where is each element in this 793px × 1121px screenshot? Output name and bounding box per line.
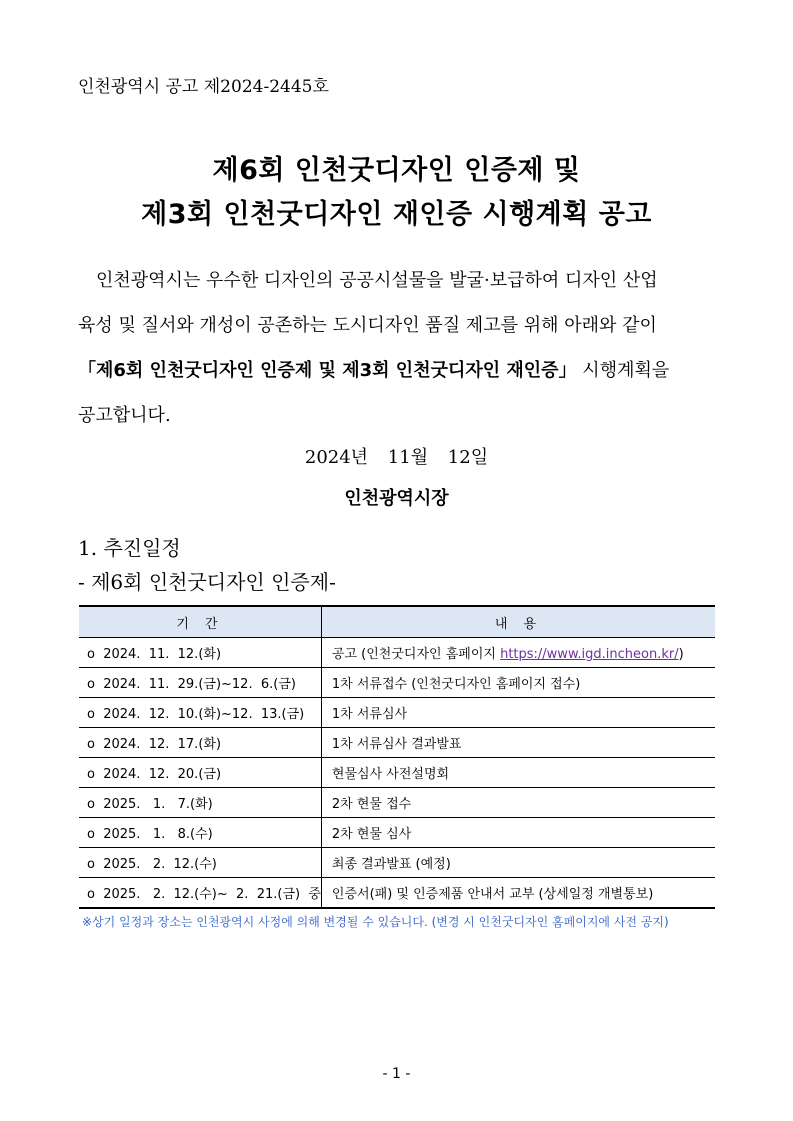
table-row xyxy=(79,818,715,848)
cell-period: o 2025. 2. 12.(수)~ 2. 21.(금) 중 xyxy=(79,878,321,909)
cell-content xyxy=(321,788,715,818)
cell-period: o 2025. 1. 7.(화) xyxy=(79,788,321,818)
cell-content-text: 1차 서류심사 결과발표 xyxy=(331,737,462,752)
cell-content-text: 공고 (인천굿디자인 홈페이지 xyxy=(331,647,501,662)
cell-content xyxy=(321,848,715,878)
cell-content-text: 최종 결과발표 (예정) xyxy=(331,857,451,872)
cell-content xyxy=(321,638,715,668)
table-row xyxy=(79,788,715,818)
page-number: - 1 - xyxy=(382,1066,411,1082)
section-subtitle: - 제6회 인천굿디자인 인증제- xyxy=(78,570,336,594)
table-row xyxy=(79,848,715,878)
schedule-table xyxy=(79,605,715,909)
cell-content-text: 1차 서류접수 (인천굿디자인 홈페이지 접수) xyxy=(331,677,581,692)
body-line-1: 인천광역시는 우수한 디자인의 공공시설물을 발굴·보급하여 디자인 산업 xyxy=(96,270,658,291)
cell-period: o 2025. 1. 8.(수) xyxy=(79,818,321,848)
cell-content-text: 인증서(패) 및 인증제품 안내서 교부 (상세일정 개별통보) xyxy=(331,887,654,902)
header-content: 내 용 xyxy=(321,606,715,638)
cell-content-text: 2차 현물 심사 xyxy=(331,827,412,842)
cell-content-text: 현물심사 사전설명회 xyxy=(331,767,450,782)
table-row xyxy=(79,638,715,668)
cell-period: o 2024. 11. 29.(금)~12. 6.(금) xyxy=(79,668,321,698)
cell-content xyxy=(321,698,715,728)
cell-content xyxy=(321,728,715,758)
cell-content-text: 2차 현물 접수 xyxy=(331,797,412,812)
cell-period: o 2025. 2. 12.(수) xyxy=(79,848,321,878)
homepage-link[interactable]: https://www.igd.incheon.kr/ xyxy=(500,647,679,662)
cell-period: o 2024. 12. 20.(금) xyxy=(79,758,321,788)
body-line-3 xyxy=(78,348,718,393)
header-period: 기 간 xyxy=(79,606,321,638)
body-line-3-bold: 「제6회 인천굿디자인 인증제 및 제3회 인천굿디자인 재인증」 xyxy=(78,360,577,381)
section-title: 1. 추진일정 xyxy=(78,536,181,560)
table-row xyxy=(79,758,715,788)
footnote: ※상기 일정과 장소는 인천광역시 사정에 의해 변경될 수 있습니다. (변경 시 인천굿디자인 홈페이지에 사전 공지) xyxy=(82,915,669,929)
table-row xyxy=(79,698,715,728)
page-title-line2: 제3회 인천굿디자인 재인증 시행계획 공고 xyxy=(141,199,652,230)
notice-number: 인천광역시 공고 제2024-2445호 xyxy=(78,77,329,97)
cell-period: o 2024. 12. 17.(화) xyxy=(79,728,321,758)
table-header-row xyxy=(79,606,715,638)
table-row xyxy=(79,878,715,909)
issuer: 인천광역시장 xyxy=(344,488,449,509)
cell-content-text: 1차 서류심사 xyxy=(331,707,408,722)
cell-content xyxy=(321,818,715,848)
cell-period: o 2024. 11. 12.(화) xyxy=(79,638,321,668)
page-title-line1: 제6회 인천굿디자인 인증제 및 xyxy=(212,155,581,186)
body-line-2: 육성 및 질서와 개성이 공존하는 도시디자인 품질 제고를 위해 아래와 같이 xyxy=(78,315,657,336)
cell-content xyxy=(321,668,715,698)
body-line-3-rest: 시행계획을 xyxy=(576,360,670,381)
cell-content-tail: ) xyxy=(678,647,684,662)
table-row xyxy=(79,668,715,698)
announcement-body xyxy=(78,258,718,438)
table-row xyxy=(79,728,715,758)
body-line-4: 공고합니다. xyxy=(78,405,171,426)
cell-content xyxy=(321,878,715,909)
cell-period: o 2024. 12. 10.(화)~12. 13.(금) xyxy=(79,698,321,728)
cell-content xyxy=(321,758,715,788)
announcement-date: 2024년 11월 12일 xyxy=(304,447,489,468)
